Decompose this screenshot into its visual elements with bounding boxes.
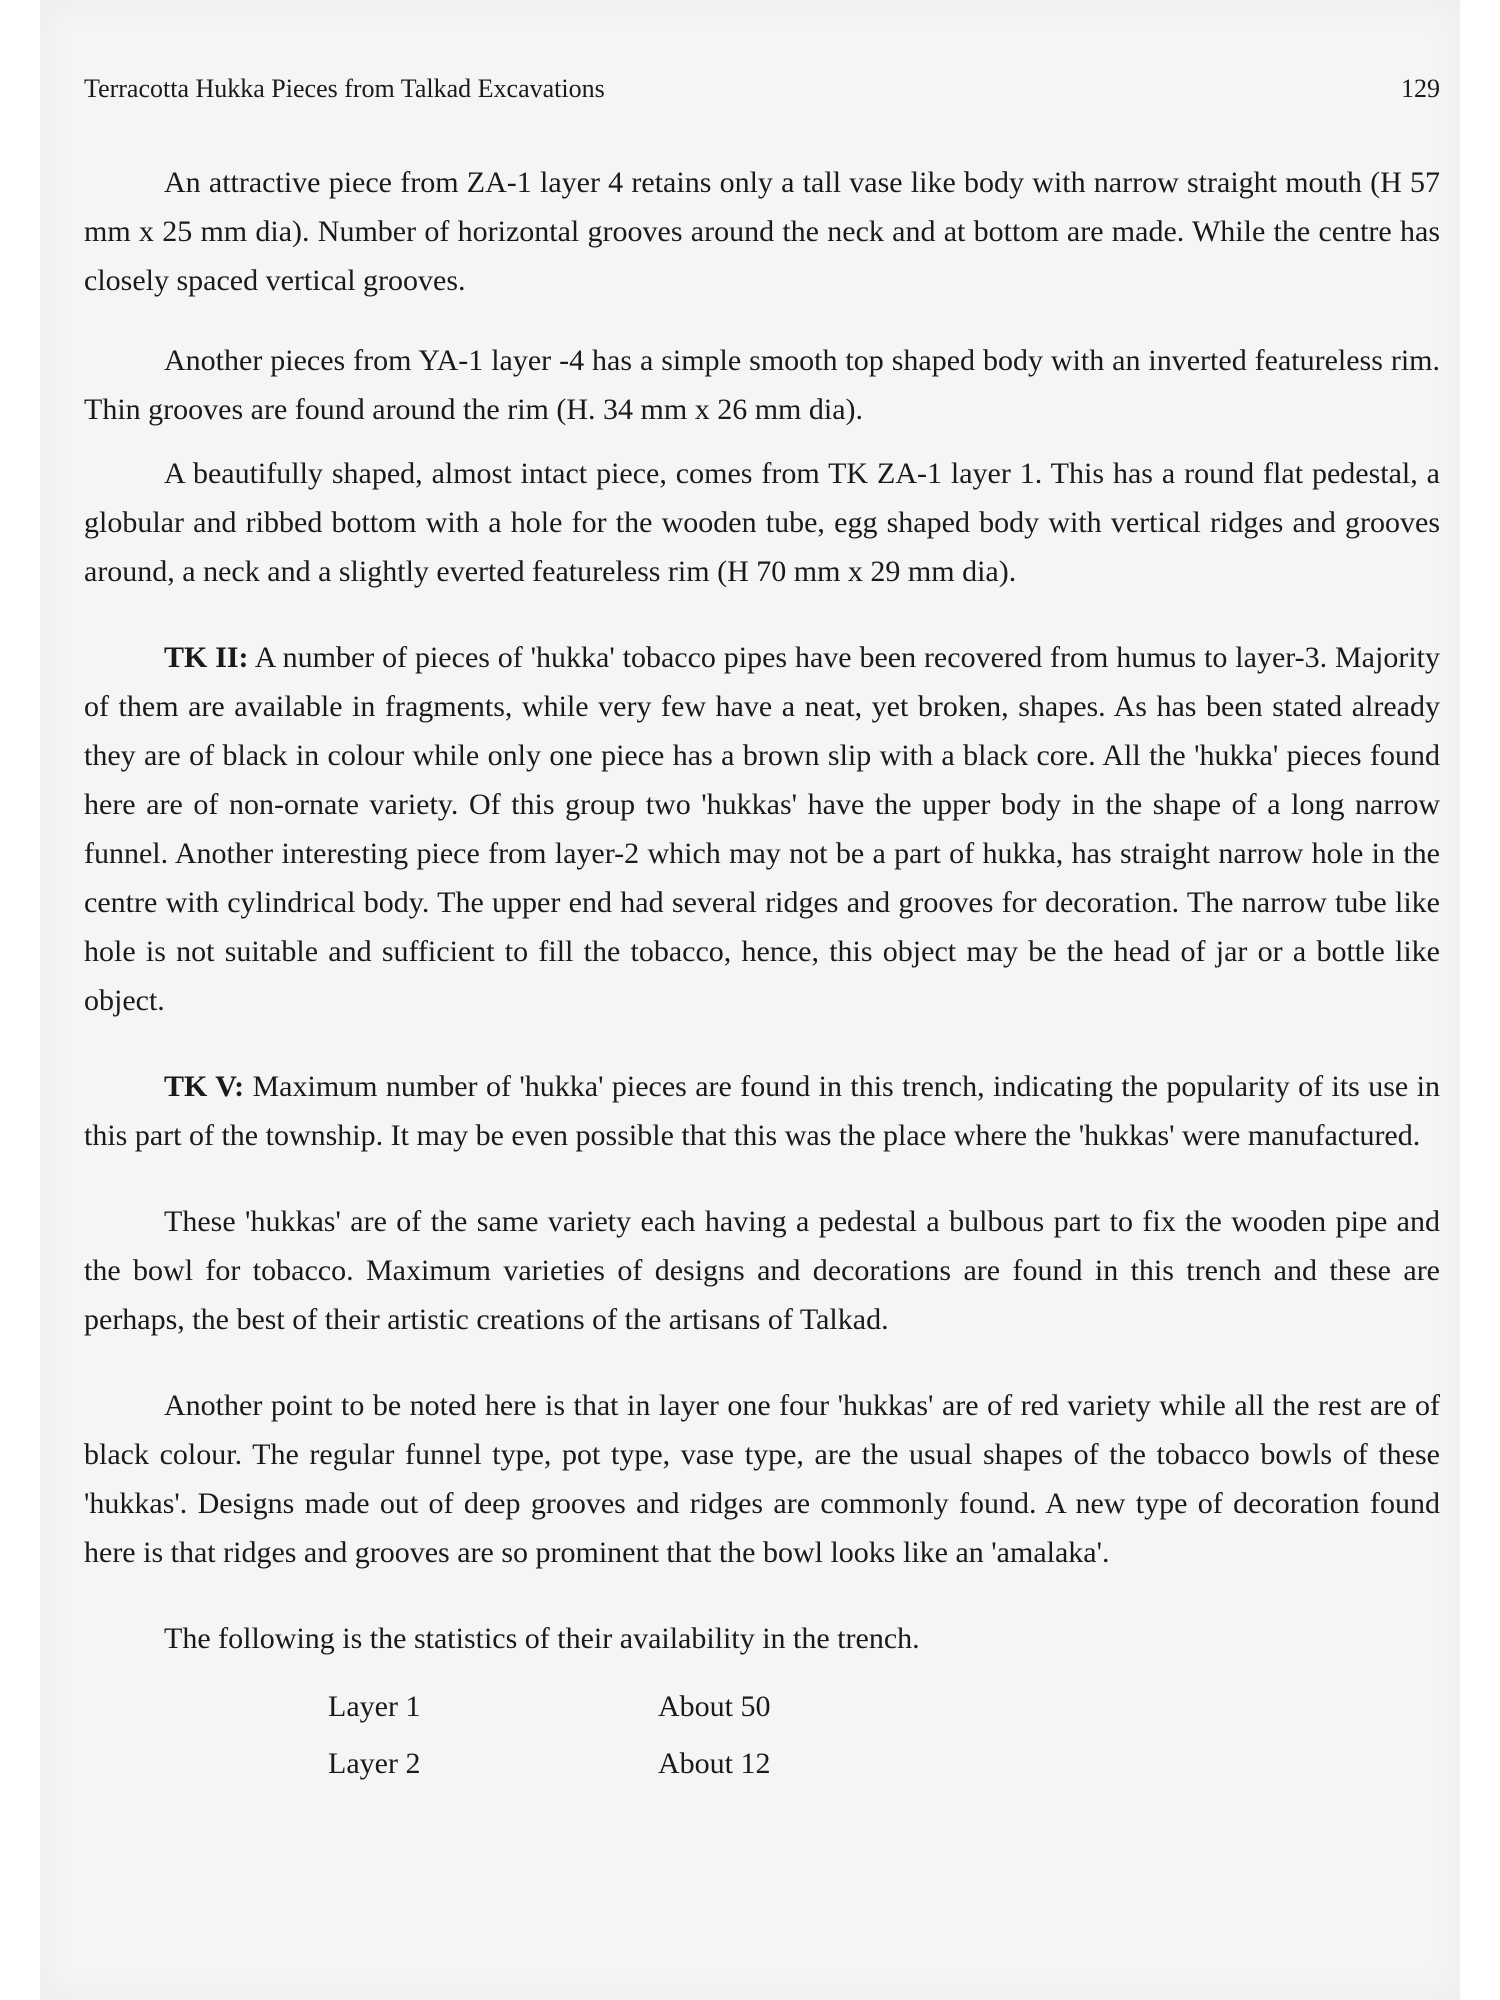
- paragraph: [84, 633, 1440, 1025]
- table-row: [84, 1678, 1440, 1735]
- layer-count: About 50: [658, 1690, 771, 1723]
- paragraph: [84, 449, 1440, 596]
- paragraph-text: A number of pieces of 'hukka' tobacco pipes have been recovered from humus to layer-3. Majority of them are available in fragments, while very few have a neat, yet broken, shapes. As has been stated already they are of black in colour while only one piece has a brown slip with a black core. All the 'hukka' pieces found here are of non-ornate variety. Of this group two 'hukkas' have the upper body in the shape of a long narrow funnel. Another interesting piece from layer-2 which may not be a part of hukka, has straight narrow hole in the centre with cylindrical body. The upper end had several ridges and grooves for decoration. The narrow tube like hole is not suitable and sufficient to fill the tobacco, hence, this object may be the head of jar or a bottle like object.: [84, 641, 1440, 1017]
- paragraph-text: An attractive piece from ZA-1 layer 4 retains only a tall vase like body with narrow straight mouth (H 57 mm x 25 mm dia). Number of horizontal grooves around the neck and at bottom are made. While the centre has closely spaced vertical grooves.: [84, 166, 1440, 297]
- paragraph: [84, 1381, 1440, 1577]
- page-number: 129: [1401, 74, 1440, 103]
- paragraph: [84, 1197, 1440, 1344]
- table-row: [84, 1735, 1440, 1792]
- paragraph-text: Maximum number of 'hukka' pieces are found in this trench, indicating the popularity of its use in this part of the township. It may be even possible that this was the place where the 'hukkas' were manufactured.: [84, 1070, 1440, 1152]
- paragraph: [84, 1614, 1440, 1663]
- paragraph-text: The following is the statistics of their availability in the trench.: [164, 1622, 920, 1655]
- body-text: [84, 158, 1440, 1792]
- paragraph: [84, 158, 1440, 305]
- section-lead-tk-v: TK V:: [164, 1070, 245, 1103]
- statistics-table: [84, 1678, 1440, 1792]
- paragraph-text: A beautifully shaped, almost intact piece, comes from TK ZA-1 layer 1. This has a round flat pedestal, a globular and ribbed bottom with a hole for the wooden tube, egg shaped body with vertical ridges and grooves around, a neck and a slightly everted featureless rim (H 70 mm x 29 mm dia).: [84, 457, 1440, 588]
- paragraph-text: Another point to be noted here is that in layer one four 'hukkas' are of red variety while all the rest are of black colour. The regular funnel type, pot type, vase type, are the usual shapes of the tobacco bowls of these 'hukkas'. Designs made out of deep grooves and ridges are commonly found. A new type of decoration found here is that ridges and grooves are so prominent that the bowl looks like an 'amalaka'.: [84, 1389, 1440, 1569]
- paragraph: [84, 1062, 1440, 1160]
- layer-label: Layer 2: [328, 1747, 421, 1780]
- running-title: Terracotta Hukka Pieces from Talkad Excavations: [84, 74, 605, 103]
- paragraph: [84, 336, 1440, 434]
- layer-label: Layer 1: [328, 1690, 421, 1723]
- section-lead-tk-ii: TK II:: [164, 641, 249, 674]
- layer-count: About 12: [658, 1747, 771, 1780]
- paragraph-text: Another pieces from YA-1 layer -4 has a simple smooth top shaped body with an inverted featureless rim. Thin grooves are found around the rim (H. 34 mm x 26 mm dia).: [84, 344, 1440, 426]
- paragraph-text: These 'hukkas' are of the same variety each having a pedestal a bulbous part to fix the wooden pipe and the bowl for tobacco. Maximum varieties of designs and decorations are found in this trench and these are perhaps, the best of their artistic creations of the artisans of Talkad.: [84, 1205, 1440, 1336]
